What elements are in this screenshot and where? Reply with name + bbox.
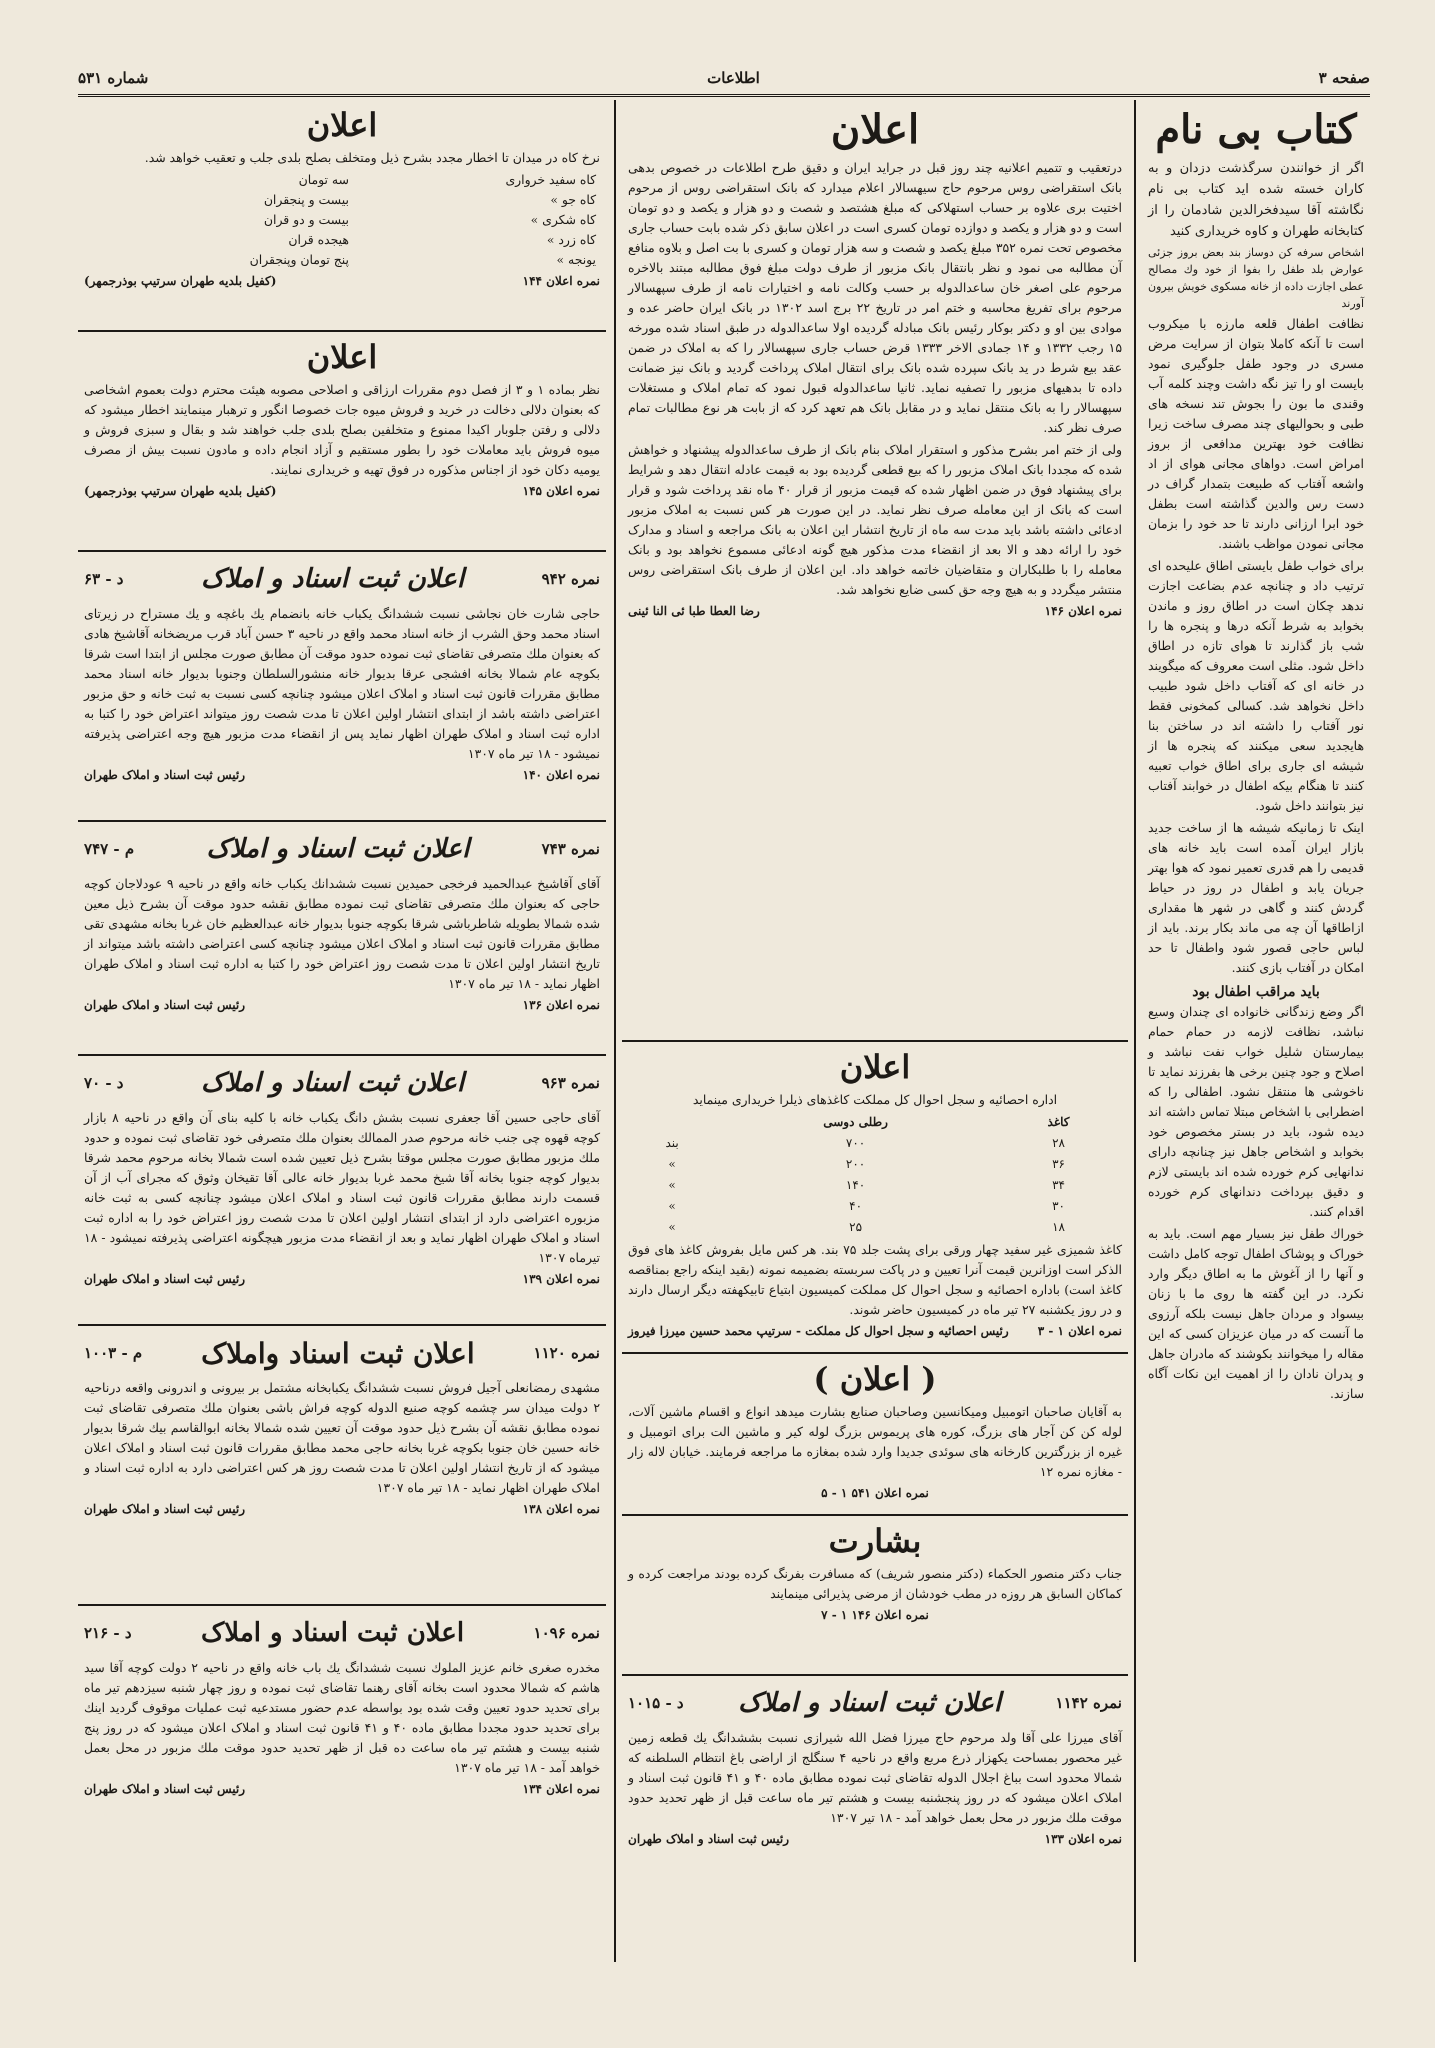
table-cell: ۱۸ (1052, 1220, 1065, 1234)
ad-registry (78, 1056, 606, 1326)
ad-number: نمره اعلان ۱۳۳ (1044, 1832, 1122, 1846)
article-paragraph: نظافت اطفال قلعه مارزه با میکروب است تا آنکه کاملا بتوان از سرایت مرض مسری در وجود طفل جلوگیری نمود بایست او را تیز نگه داشت وچند کلمه آب وقندی ما بون را بجوش تند نسخه های طبی و بحوالیهای چند مصرف ساخت زیرا نظافت خود بهترین مدافعی از بروز امراض است. دواهای مجانی هوای از اد واشعه آفتاب که طبیعت بتمدار گراف در دست رس والدین گذاشته است بطفل خود ابرا ارزانی دارند تا حد خود را بزمان مجانی نمودن مواظب باشند. (1148, 316, 1364, 551)
table-cell: » (668, 1199, 676, 1213)
ad-body: جناب دکتر منصور الحکماء (دکتر منصور شریف) که مسافرت بفرنگ کرده بودند مراجعت کرده و کماکان السابق هر روزه در مطب خودشان از مرضی پذیرائی مینمایند (628, 1566, 1122, 1601)
ad-heading-number: نمره ۱۱۲۰ (533, 1344, 600, 1362)
ad-body: آقای آقاشیخ عبدالحمید فرخجی حمیدین نسبت ششدانك یکباب خانه واقع در ناحیه ۹ عودلاجان کوچه حاجی که بعنوان ملك متصرفی تقاضای ثبت نموده مطابق نقشه حدود موقت آن بشرح ذیل معین شده شمالا بطویله شاطرباشی شرقا بکوچه جنوبا بدیوار خانه عبدالعظیم خان غربا بخانه مشهدی تقی مطابق مقررات قانون ثبت اسناد و املاک اعلان میشود چنانچه کسی اعتراضی داشته باشد میتواند از تاریخ انتشار اولین اعلان تا مدت شصت روز اعتراض خود را کتبا به اداره ثبت اسناد و املاک طهران اظهار نماید - ۱۸ تیر ماه ۱۳۰۷ (84, 876, 600, 991)
ad-signer: رئیس ثبت اسناد و املاک طهران (84, 1782, 246, 1796)
ad-heading-number: نمره ۷۴۳ (541, 840, 600, 858)
paper-table (638, 1112, 1112, 1238)
table-cell: » (668, 1157, 676, 1171)
ad-signature (84, 274, 600, 288)
table-row (638, 1133, 1112, 1154)
ad-paper-purchase (622, 1042, 1128, 1354)
ad-body: نرخ کاه در میدان تا اخطار مجدد بشرح ذیل ومتخلف بصلح بلدی جلب و تعقیب خواهد شد. (144, 150, 600, 165)
ad-registry (622, 1676, 1128, 1852)
ad-signer: (کفیل بلدیه طهران سرتیپ بوذرجمهر) (84, 484, 277, 498)
ad-machinery (622, 1354, 1128, 1516)
table-cell: هیجده قران (288, 232, 349, 247)
ad-heading-number: نمره ۹۶۳ (541, 1074, 600, 1092)
table-cell: کاه زرد » (546, 232, 596, 247)
article-subheading: باید مراقب اطفال بود (1192, 984, 1320, 1000)
table-cell: سه تومان (298, 172, 349, 187)
ad-signature (84, 998, 600, 1012)
article-paragraph: برای خواب طفل بایستی اطاق علیحده ای ترتیب داد و چنانچه عدم بضاعت اجازت ندهد چکان است در اطاق روز و ماندن بخوابد به شرط آنکه درها و پنجره ها را شب باز گذارند تا هوای تازه در اطاق داخل شود. مثلی است معروف که میگویند در خانه ای که آفتاب داخل شود طبیب داخل نخواهد شد. کسالی کمخونی فقط نور آفتاب را داشته اند در ساختن بنا هایجدید سعی میکنند که پنجره ها از شیشه ای جاری برای اطاق خواب تعبیه کنند تا هنگام بیکه اطفال در خوابند آفتاب نیز بتوانند داخل شود. (1148, 558, 1364, 813)
table-cell: » (668, 1178, 676, 1192)
ad-heading (84, 1330, 600, 1376)
ad-heading-title: اعلان ثبت اسناد واملاک (201, 1336, 475, 1370)
table-cell: ۲۸ (1052, 1136, 1065, 1150)
ad-title: اعلان (839, 1048, 911, 1086)
ad-signature (84, 768, 600, 782)
newspaper-page (78, 62, 1370, 1982)
table-row (84, 170, 600, 190)
table-row (84, 250, 600, 270)
article-paragraph: خوراك طفل نیز بسیار مهم است. باید به خوراک و پوشاک اطفال توجه کامل داشت و آنها را از آغوش ما به اطاق دیگر وارد نکرد. در این گفته ها روی ما با زنان بیسواد و مردان جاهل نیست بلکه آرزوی ما آنست که در میان عزیزان کسی که این مقاله را میخوانند بکوشند که مادران جاهل و پدران نادان را از اهمیت این نکات آگاه سازند. (1148, 1226, 1364, 1401)
ad-body: اداره احصائیه و سجل احوال کل مملکت کاغذهای ذیلرا خریداری مینماید (692, 1092, 1058, 1107)
issue-number: شماره ۵۳۱ (78, 69, 149, 87)
ad-announcement (622, 1516, 1128, 1676)
table-row (638, 1196, 1112, 1217)
column-left (78, 100, 606, 1962)
price-table (84, 170, 600, 270)
page-number: صفحه ۳ (1318, 69, 1370, 87)
ad-heading (84, 1610, 600, 1656)
article-paragraph: اگر وضع زندگانی خانواده ای چندان وسیع نباشد، نظافت لازمه در حمام حمام بیمارستان شلیل خواب نفت نباشد و اصلاح و جود چنین برخی ها بفرزند نماید تا ناخوشی ها منتقل نشود. اطفالی را که اضطرابی با اشخاص مبتلا تماس داشته اند دیده شود، باید در بستر مخصوص خود بخوابد و اشخاص جاهل نیز چنانچه دارای ندانهایی کرم خورده شده اند بایستی لازم و دقیق بپرداخت دندانهای کرم خورده اقدام کنند. (1148, 1004, 1364, 1219)
ad-heading (84, 826, 600, 872)
ad-body: آقای حاجی حسین آقا جعفری نسبت بشش دانگ یکباب خانه با کلیه بنای آن واقع در ناحیه ۸ بازار کوچه قهوه چی جنب خانه مرحوم صدر الممالك بعنوان ملك متصرفی خود تقاضای ثبت نموده و حدود ملك مزبور مطابق صورت مجلس موقتا بشرح ذیل تعیین شده است شمالا بخانه مرحوم محمد شرقا بدیوار کوچه جنوبا بخانه آقا شیخ محمد غربا بدیوار خانه عالی آقا تقیخان وثوق که مجرای آب از آن قسمت دارند مطابق مقررات قانون ثبت اسناد و املاک اعلان میشود چنانچه کسی به ثبت خانه مزبوره اعتراضی دارد از ابتدای انتشار اولین اعلان تا مدت شصت روز اعتراض خود را به اداره ثبت اسناد و املاک طهران اظهار نماید و بعد از انقضاء مدت مزبور هیچگونه اعتراضی پذیرفته نمیشود - ۱۸ تیرماه ۱۳۰۷ (84, 1110, 600, 1265)
ad-heading-title: اعلان ثبت اسناد و املاک (201, 1068, 465, 1098)
table-cell: بیست و پنجقران (263, 192, 349, 207)
ad-registry (78, 1326, 606, 1606)
table-cell: بیست و دو قران (263, 212, 349, 227)
table-cell: ۴۰ (849, 1199, 863, 1213)
ad-heading-number: نمره ۱۰۹۶ (533, 1624, 600, 1642)
ad-body: حاجی شارت خان نجاشی نسبت ششدانگ یکباب خانه بانضمام یك باغچه و یك مستراح در زیرتای اسناد محمد وحق الشرب از خانه اسناد محمد واقع در ناحیه ۳ حسن آباد قرب مریضخانه آقاشیخ هادی که بعنوان ملك متصرفی تقاضای ثبت نموده حدود موقت آن مطابق صورت مجلس از ابتدا است شرقا بکوچه عام شمالا بخانه افشجی عرقا بدیوار خانه منشورالسلطان وجنوبا بدیوار خانه اسناد محمد مطابق مقررات قانون ثبت اسناد و املاک اعلان میشود چنانچه کسی نسبت به ثبت خانه و حق مزبور اعتراضی داشته باشد از ابتدای انتشار اولین اعلان تا مدت شصت روز میتواند اعتراض خود را کتبا به اداره ثبت اسناد و املاک طهران اظهار نماید پس از انقضاء مدت مزبور هیچ وجه اعتراضی پذیرفته نمیشود - ۱۸ تیر ماه ۱۳۰۷ (84, 606, 601, 761)
ad-heading (628, 1680, 1122, 1726)
ad-fruit-market (78, 332, 606, 552)
ad-signer: (کفیل بلدیه طهران سرتیپ بوذرجمهر) (84, 274, 277, 288)
paper-name: اطلاعات (707, 69, 760, 87)
ad-registry (78, 822, 606, 1056)
table-row (638, 1154, 1112, 1175)
ad-number: نمره اعلان ۱۳۹ (522, 1272, 600, 1286)
ad-number: نمره اعلان ۱۴۴ (522, 274, 600, 288)
ad-signer: رئیس ثبت اسناد و املاک طهران (84, 768, 246, 782)
ad-body: آقای میرزا علی آقا ولد مرحوم حاج میرزا فضل الله شیرازی نسبت بششدانگ یك قطعه زمین غیر محصور بمساحت یکهزار ذرع مربع واقع در ناحیه ۴ سنگلج از اراضی باغ انتظام السلطنه که شمالا محدود است بباغ اجلال الدوله تقاضای ثبت نموده مطابق ماده ۴۰ و ۴۱ قانون ثبت اسناد و املاک اعلان میشود که در روز پنجشنبه بیست و هشتم تیر ماه ساعت قبل از ظهر تحدید حدود موقت ملك مزبور در محل بعمل خواهد آمد - ۱۸ تیر ۱۳۰۷ (628, 1730, 1122, 1825)
ad-number: نمره اعلان ۱۳۶ (522, 998, 600, 1012)
ad-hay-prices (78, 100, 606, 332)
table-row (638, 1217, 1112, 1238)
ad-heading-code: د - ۷۰ (84, 1074, 124, 1092)
ad-number: نمره اعلان ۱۳۸ (522, 1502, 600, 1516)
ad-heading-title: اعلان ثبت اسناد و املاک (206, 834, 470, 864)
table-cell: یونجه » (556, 252, 596, 267)
ad-heading-code: م - ۱۰۰۳ (84, 1344, 143, 1362)
table-cell: ۱۴۰ (845, 1178, 866, 1192)
ad-heading-title: اعلان ثبت اسناد و املاک (201, 564, 465, 594)
ad-heading-code: د - ۱۰۱۵ (628, 1694, 684, 1712)
article-intro: اگر از خوانندن سرگذشت دزدان و به کاران خسته شده اید کتاب بی نام نگاشته آقا سیدفخرالدین شادمان را از کتابخانه طهران و کاوه خریداری کنید (1148, 161, 1364, 239)
ad-body: مخدره صغری خانم عزیز الملوك نسبت ششدانگ یك باب خانه واقع در ناحیه ۲ دولت کوچه آقا سید هاشم که شمالا محدود است بخانه آقای رهنما تقاضای ثبت نموده و روز چهار شنبه سیزدهم تیر ماه برای تحدید حدود تعیین وقت شده بود بواسطه عدم حضور مستدعیه ثبت عملیات موقوف گردید اینك برای تحدید حدود مجددا مطابق ماده ۴۰ و ۴۱ قانون ثبت اسناد و املاک اعلان میشود که در روز پنج شنبه بیست و هشتم تیر ماه ساعت ده قبل از ظهر تحدید حدود موقت ملك مزبور در محل بعمل خواهد آمد - ۱۸ تیر ماه ۱۳۰۷ (84, 1660, 600, 1775)
ad-heading-code: د - ۶۳ (84, 570, 124, 588)
ad-signer: رضا العطا طبا ئی النا ئینی (628, 604, 760, 618)
table-cell: پنج تومان وپنجقران (249, 252, 349, 267)
table-cell: » (668, 1220, 676, 1234)
ad-number: نمره اعلان ۱۴۵ (522, 484, 600, 498)
ad-body: نظر بماده ۱ و ۳ از فصل دوم مقررات ارزاقی و اصلاحی مصوبه هیئت محترم دولت بعموم اشخاصی که بعنوان دلالی دخالت در خرید و فروش میوه جات خصوصا انگور و ترهبار مینمایند اخطار میشود که دلالی و رفتن جلوبار اکیدا ممنوع و متخلفین بصلح بلدی جلب خواهند شد و بقال و سبزی فروش و میوه فروش باید معاملات خود را بطور مستقیم و آزاد انجام داده و مادون نسبت بیش از مصرف یومیه دکان خود از اجناس مذکوره در فوق تهیه و خریداری نمایند. (84, 382, 600, 477)
table-cell: ۳۰ (1052, 1199, 1065, 1213)
ad-title: بشارت (828, 1522, 922, 1560)
article-title: کتاب بی نام (1155, 106, 1357, 153)
column-rule (614, 100, 616, 1962)
ad-heading-number: نمره ۹۴۲ (541, 570, 600, 588)
ad-signer: رئیس ثبت اسناد و املاک طهران (84, 998, 246, 1012)
ad-heading-title: اعلان ثبت اسناد و املاک (201, 1618, 465, 1648)
column-right (1142, 100, 1370, 1962)
ad-heading-number: نمره ۱۱۴۲ (1055, 1694, 1122, 1712)
ad-signature (84, 484, 600, 498)
table-row (638, 1175, 1112, 1196)
article-note: اشخاص سرفه کن دوساز بند بعض بروز جزئی عوارض بلد طفل را بفوا از خود وك مصالح عطی اجازت داده از خانه مسکوی خویش بیرون آورند (1148, 246, 1364, 310)
table-cell: ۷۰۰ (845, 1136, 866, 1150)
ad-signer: رئیس احصائیه و سجل احوال کل مملکت - سرتیپ محمد حسین میرزا فیروز (628, 1324, 1009, 1338)
table-row (84, 210, 600, 230)
table-cell: ۳۶ (1052, 1157, 1065, 1171)
table-cell: بند (665, 1136, 679, 1150)
table-cell: کاه شکری » (530, 212, 596, 227)
ad-signature (628, 1324, 1122, 1338)
article-paragraph: اینک تا زمانیکه شیشه ها از ساخت جدید بازار ایران آمده است باید خانه های قدیمی را هم قدری تعمیر نمود که هوا بهتر جریان یابد و اطفال در روز در حیاط گردش کنند و گاهی در شهر ها مقداری ازاطاقها آن چه می ماند بکار برند. باید از لباس حاجی قصور شود واطفال تا حد امکان در آفتاب بازی کنند. (1148, 820, 1364, 975)
ad-heading-code: د - ۲۱۶ (84, 1624, 132, 1642)
masthead (78, 62, 1370, 97)
ad-signer: رئیس ثبت اسناد و املاک طهران (84, 1272, 246, 1286)
ad-number: نمره اعلان ۱ - ۳ (1037, 1324, 1122, 1338)
ad-number: نمره اعلان ۱۴۶ ۱ - ۷ (821, 1608, 929, 1622)
ad-title: اعلان (306, 338, 378, 376)
ad-title: اعلان (830, 106, 920, 153)
ad-title: ( اعلان ) (813, 1360, 937, 1398)
ad-signer: رئیس ثبت اسناد و املاک طهران (84, 1502, 246, 1516)
ad-signature (84, 1502, 600, 1516)
paper-table-header: رطلی دوسی (823, 1115, 888, 1129)
column-middle (622, 100, 1128, 1962)
table-cell: ۲۰۰ (845, 1157, 866, 1171)
ad-body: مشهدی رمضانعلی آجیل فروش نسبت ششدانگ یکبابخانه مشتمل بر بیرونی و اندرونی واقعه درناحیه ۲ دولت میدان سر چشمه کوچه صنیع الدوله کوچه فراش باشی بعنوان ملك متصرفی تقاضای ثبت نموده مطابق نقشه آن بشرح ذیل حدود موقت آن تعیین شده شمالا بخانه ابوالقاسم بیك شرقا بدیوار خانه حسین خان جنوبا بکوچه غربا بخانه حاجی محمد مطابق مقررات قانون ثبت اسناد و املاک اعلان میشود که از تاریخ انتشار اولین اعلان تا مدت شصت روز هر کس اعتراضی دارد به اداره ثبت اسناد و املاک طهران اظهار نماید - ۱۸ تیر ماه ۱۳۰۷ (84, 1380, 600, 1495)
ad-number: نمره اعلان ۵۴۱ ۱ - ۵ (821, 1486, 929, 1500)
column-rule (1134, 100, 1136, 1962)
ad-signature (628, 1832, 1122, 1846)
paper-table-header: کاغذ (1047, 1115, 1070, 1129)
ad-body: ولی از ختم امر بشرح مذکور و استقرار املاک بنام بانک از طرف ساعدالدوله پیشنهاد و خواهش شده که مجددا بانک املاک مزبور را که بیع قطعی گردیده بود به قیمت عادله انتقال دهد و شرایط برای پیشنهاد فوق در ضمن اظهار شده که قیمت مزبور از قرار ۴۰ ماه نقد پرداخت شود و قرار است که بانک از این معامله صرف نظر نماید. در این صورت هر کس نسبت به املاک مزبور ادعائی داشته باشد باید مدت سه ماه از تاریخ انتشار این اعلان به بانک مراجعه و اسناد و مدارک خود را ارائه دهد و الا بعد از انقضاء مدت مذکور هیچ گونه ادعائی مسموع نخواهد بود و بانک معامله را با طلبکاران و متقاضیان خاتمه خواهد داد. این اعلان از طرف بانک استقراضی روس منتشر میگردد و به هیچ وجه حق کسی ضایع نخواهد شد. (628, 442, 1122, 597)
ad-body: به آقایان صاحبان اتومبیل ومیکانسین وصاحبان صنایع بشارت میدهد انواع و اقسام ماشین آلات، لوله کن کن آجار های بزرگ، کوره های پریموس بزرگ لوله کیر و ماشین الت برای اتومبیل و غیره از بزرگترین کارخانه های سوئدی جدیدا وارد شده بمغازه ما مراجعه فرمایند. خیابان لاله زار - مغازه نمره ۱۲ (628, 1404, 1122, 1479)
ad-signature (628, 604, 1122, 618)
table-cell: کاه جو » (550, 192, 596, 207)
ad-number: نمره اعلان ۱۳۴ (522, 1782, 600, 1796)
table-cell: ۳۴ (1052, 1178, 1065, 1192)
article-book (1142, 100, 1370, 1412)
ad-heading-code: م - ۷۴۷ (84, 840, 135, 858)
table-cell: ۲۵ (849, 1220, 863, 1234)
table-row (84, 190, 600, 210)
ad-heading (84, 556, 600, 602)
ad-signature (84, 1272, 600, 1286)
ad-body: کاغذ شمیزی غیر سفید چهار ورقی برای پشت جلد ۷۵ بند. هر کس مایل بفروش کاغذ های فوق الذکر است اوزانرین قیمت آنرا تعیین و در پاکت سربسته بضمیمه نمونه (بقید اینکه راجع بمناقصه کاغذ است) باداره احصائیه و سجل احوال کل مملکت کمیسیون ابتیاع تابیکهفته دیگر ارسال دارند و در روز یکشنبه ۲۷ تیر ماه در کمیسیون حاضر شوند. (628, 1242, 1122, 1317)
table-row (84, 230, 600, 250)
ad-heading-title: اعلان ثبت اسناد و املاک (738, 1688, 1002, 1718)
ad-registry (78, 1606, 606, 1802)
ad-heading (84, 1060, 600, 1106)
ad-number: نمره اعلان ۱۴۰ (522, 768, 600, 782)
table-cell: کاه سفید خرواری (505, 172, 596, 187)
ad-signer: رئیس ثبت اسناد و املاک طهران (628, 1832, 790, 1846)
ad-registry (78, 552, 606, 822)
ad-body: درتعقیب و تتمیم اعلانیه چند روز قبل در جراید ایران و دقیق طرح اطلاعات در خصوص بدهی بانک استقراضی روس مرحوم حاج سیهسالار اعلام میدارد که بانک استقراضی روس از مرحوم اختیت بری علاوه بر حساب استهلاکی که مبلغ هشتصد و شصت و دو هزار و یکصد و دو تومان است و دو هزار و یکصد و دوازده تومان کسری است در اعلان سابق ذکر شده بابت حساب جاری مخصوص تحت نمره ۳۵۲ مبلغ یکصد و شصت و سه هزار تومان و کسری با بت اصل و بلاوه منافع آن مطالبه می نمود و نظر بانتقال بانک مزبور از طرف دولت مبلغ فوق مطالبه مبتند بالاخره مرحوم علی اصغر خان ساعدالدوله بر حسب وکالت نامه و اختیارات نامه از طرف سپهسالار مرحوم برای تفریغ محاسبه و ختم امر در تاریخ ۲۲ برج اسد ۱۳۰۲ در بانک ایران حاضر عده و موادی بین او و دکتر بوکار رئیس بانک مبادله گردیده اولا ساعدالدوله در طبق اسناد شده مورخه ۱۵ رجب ۱۳۳۲ و ۱۴ جمادی الاخر ۱۳۳۳ قرض حساب جاری سپهسالار را که به املاک در ضمن عقد بیع شرط در ید بانک سپرده شده بانک برای انتقال املاک پرداخت گردید و بانک نیز ضمانت داده تا بدهیهای مزبور را تصفیه نماید. ثانیا ساعدالدوله قبول نمود که تمام املاک و مستغلات سپهسالار را به بانک منتقل نماید و در مقابل بانک هم تعهد کرد که از بابت هر نوع مطالبات تمام صرف نظر کند. (628, 160, 1123, 435)
ad-signature (84, 1782, 600, 1796)
ad-number: نمره اعلان ۱۴۶ (1044, 604, 1122, 618)
ad-title: اعلان (306, 106, 378, 144)
ad-bank (622, 100, 1128, 1042)
